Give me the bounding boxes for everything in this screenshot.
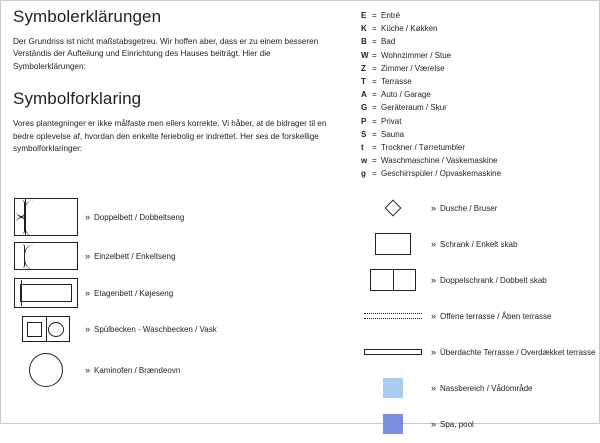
- abbreviation-row: [361, 35, 591, 48]
- abbreviation-key: K: [361, 24, 367, 34]
- intro-paragraph-danish: Vores plantegninger er ikke målfaste men ellers korrekte. Vi håber, at de bidrager til en bedre oplevelse af, hvordan den enkelte feriebolig er indrettet. Her ses de forskellige symbolforklaringer:: [13, 119, 327, 154]
- legend-label: Überdachte Terrasse / Overdækket terrasse: [440, 347, 596, 357]
- legend-item-covered-terrace: [361, 335, 596, 369]
- abbreviation-equals: =: [372, 90, 377, 100]
- legend-arrow: »: [431, 382, 437, 393]
- abbreviation-row: [361, 167, 591, 180]
- abbreviation-row: [361, 22, 591, 35]
- intro-paragraph-german: Der Grundriss ist nicht maßstabsgetreu. Wir hoffen aber, dass er zu einem besseren Verständis der Aufteilung und Einrichtung des Hauses beiträgt. Hier die Symbolerklärungen:: [13, 37, 319, 71]
- double-wardrobe-icon: [361, 269, 425, 291]
- legend-column-right: [361, 191, 596, 443]
- abbreviation-equals: =: [372, 37, 377, 47]
- legend-label: Spa, pool: [440, 419, 474, 429]
- open-terrace-icon: [361, 313, 425, 319]
- legend-column-left: [13, 197, 343, 391]
- abbreviation-equals: =: [372, 63, 377, 73]
- legend-label: Dusche / Bruser: [440, 203, 498, 213]
- abbreviation-value: Bad: [381, 37, 396, 47]
- legend-label: Kaminofen / Brændeovn: [94, 365, 181, 375]
- legend-item-wet-room: [361, 371, 596, 405]
- abbreviation-row: [361, 128, 591, 141]
- abbreviation-equals: =: [372, 103, 377, 113]
- legend-arrow: »: [85, 323, 91, 334]
- abbreviation-equals: =: [372, 24, 377, 34]
- abbreviation-row: [361, 141, 591, 154]
- abbreviation-key: B: [361, 37, 367, 47]
- page-title-german: Symbolerklärungen: [13, 7, 162, 26]
- abbreviation-equals: =: [372, 11, 377, 20]
- abbreviation-equals: =: [372, 50, 377, 60]
- abbreviation-row: [361, 154, 591, 167]
- abbreviation-row: [361, 75, 591, 88]
- legend-label: Schrank / Enkelt skab: [440, 239, 518, 249]
- bunk-bed-icon: [13, 278, 79, 308]
- abbreviation-value: Zimmer / Værelse: [381, 63, 445, 73]
- abbreviation-key: G: [361, 103, 368, 113]
- abbreviation-row: [361, 9, 591, 22]
- legend-item-double-bed: [13, 197, 343, 237]
- abbreviation-equals: =: [372, 169, 377, 179]
- abbreviation-equals: =: [372, 143, 377, 153]
- abbreviation-row: [361, 101, 591, 114]
- legend-label: Offene terrasse / Åben terrasse: [440, 311, 552, 321]
- abbreviation-key: g: [361, 169, 366, 179]
- legend-label: Doppelschrank / Dobbelt skab: [440, 275, 547, 285]
- legend-item-single-bed: [13, 239, 343, 273]
- abbreviation-value: Sauna: [381, 129, 405, 139]
- legend-arrow: »: [85, 211, 91, 222]
- abbreviation-row: [361, 49, 591, 62]
- legend-item-wood-stove: [13, 349, 343, 391]
- covered-terrace-icon: [361, 349, 425, 355]
- legend-arrow: »: [431, 346, 437, 357]
- wet-room-swatch-icon: [361, 378, 425, 398]
- wardrobe-icon: [361, 233, 425, 255]
- legend-item-open-terrace: [361, 299, 596, 333]
- legend-arrow: »: [431, 238, 437, 249]
- abbreviation-key: w: [361, 156, 368, 166]
- wood-stove-icon: [13, 353, 79, 387]
- abbreviation-value: Waschmaschine / Vaskemaskine: [381, 156, 498, 166]
- legend-label: Etagenbett / Køjeseng: [94, 288, 174, 298]
- abbreviation-key: T: [361, 77, 366, 87]
- legend-item-bunk-bed: [13, 275, 343, 311]
- legend-item-wardrobe: [361, 227, 596, 261]
- page-title-danish: Symbolforklaring: [13, 89, 142, 109]
- abbreviation-equals: =: [372, 77, 377, 87]
- abbreviation-row: [361, 62, 591, 75]
- abbreviation-key: P: [361, 116, 367, 126]
- abbreviation-row: [361, 115, 591, 128]
- legend-label: Doppelbett / Dobbeltseng: [94, 212, 185, 222]
- abbreviation-equals: =: [372, 129, 377, 139]
- abbreviation-key: A: [361, 90, 367, 100]
- legend-label: Einzelbett / Enkeltseng: [94, 251, 176, 261]
- legend-item-shower: [361, 191, 596, 225]
- legend-item-pool: [361, 407, 596, 441]
- legend-item-double-wardrobe: [361, 263, 596, 297]
- sink-icon: [13, 316, 79, 342]
- intro-text-column: [13, 7, 343, 155]
- legend-arrow: »: [85, 364, 91, 375]
- legend-arrow: »: [85, 250, 91, 261]
- legend-arrow: »: [431, 310, 437, 321]
- abbreviation-value: Geräteraum / Skur: [381, 103, 447, 113]
- abbreviation-equals: =: [372, 156, 377, 166]
- abbreviation-key: E: [361, 11, 367, 20]
- abbreviation-key: W: [361, 50, 369, 60]
- legend-arrow: »: [85, 287, 91, 298]
- shower-icon: [361, 202, 425, 214]
- abbreviation-list: [361, 9, 591, 181]
- legend-arrow: »: [431, 274, 437, 285]
- abbreviation-equals: =: [372, 116, 377, 126]
- legend-label: Nassbereich / Vådområde: [440, 383, 533, 393]
- abbreviation-value: Küche / Køkken: [381, 24, 438, 34]
- abbreviation-key: Z: [361, 63, 366, 73]
- single-bed-icon: [13, 242, 79, 270]
- abbreviation-value: Privat: [381, 116, 402, 126]
- double-bed-icon: [13, 198, 79, 236]
- abbreviation-value: Auto / Garage: [381, 90, 431, 100]
- abbreviation-value: Geschirrspüler / Opvaskemaskine: [381, 169, 502, 179]
- abbreviation-key: t: [361, 143, 364, 153]
- pool-swatch-icon: [361, 414, 425, 434]
- abbreviation-value: Terrasse: [381, 77, 412, 87]
- legend-label: Spülbecken - Waschbecken / Vask: [94, 324, 217, 334]
- abbreviation-key: S: [361, 129, 367, 139]
- abbreviation-row: [361, 88, 591, 101]
- abbreviation-value: Trockner / Tørretumbler: [381, 143, 466, 153]
- legend-arrow: »: [431, 418, 437, 429]
- legend-arrow: »: [431, 202, 437, 213]
- legend-item-sink: [13, 313, 343, 345]
- abbreviation-value: Entré: [381, 11, 401, 20]
- abbreviation-value: Wohnzimmer / Stue: [381, 50, 452, 60]
